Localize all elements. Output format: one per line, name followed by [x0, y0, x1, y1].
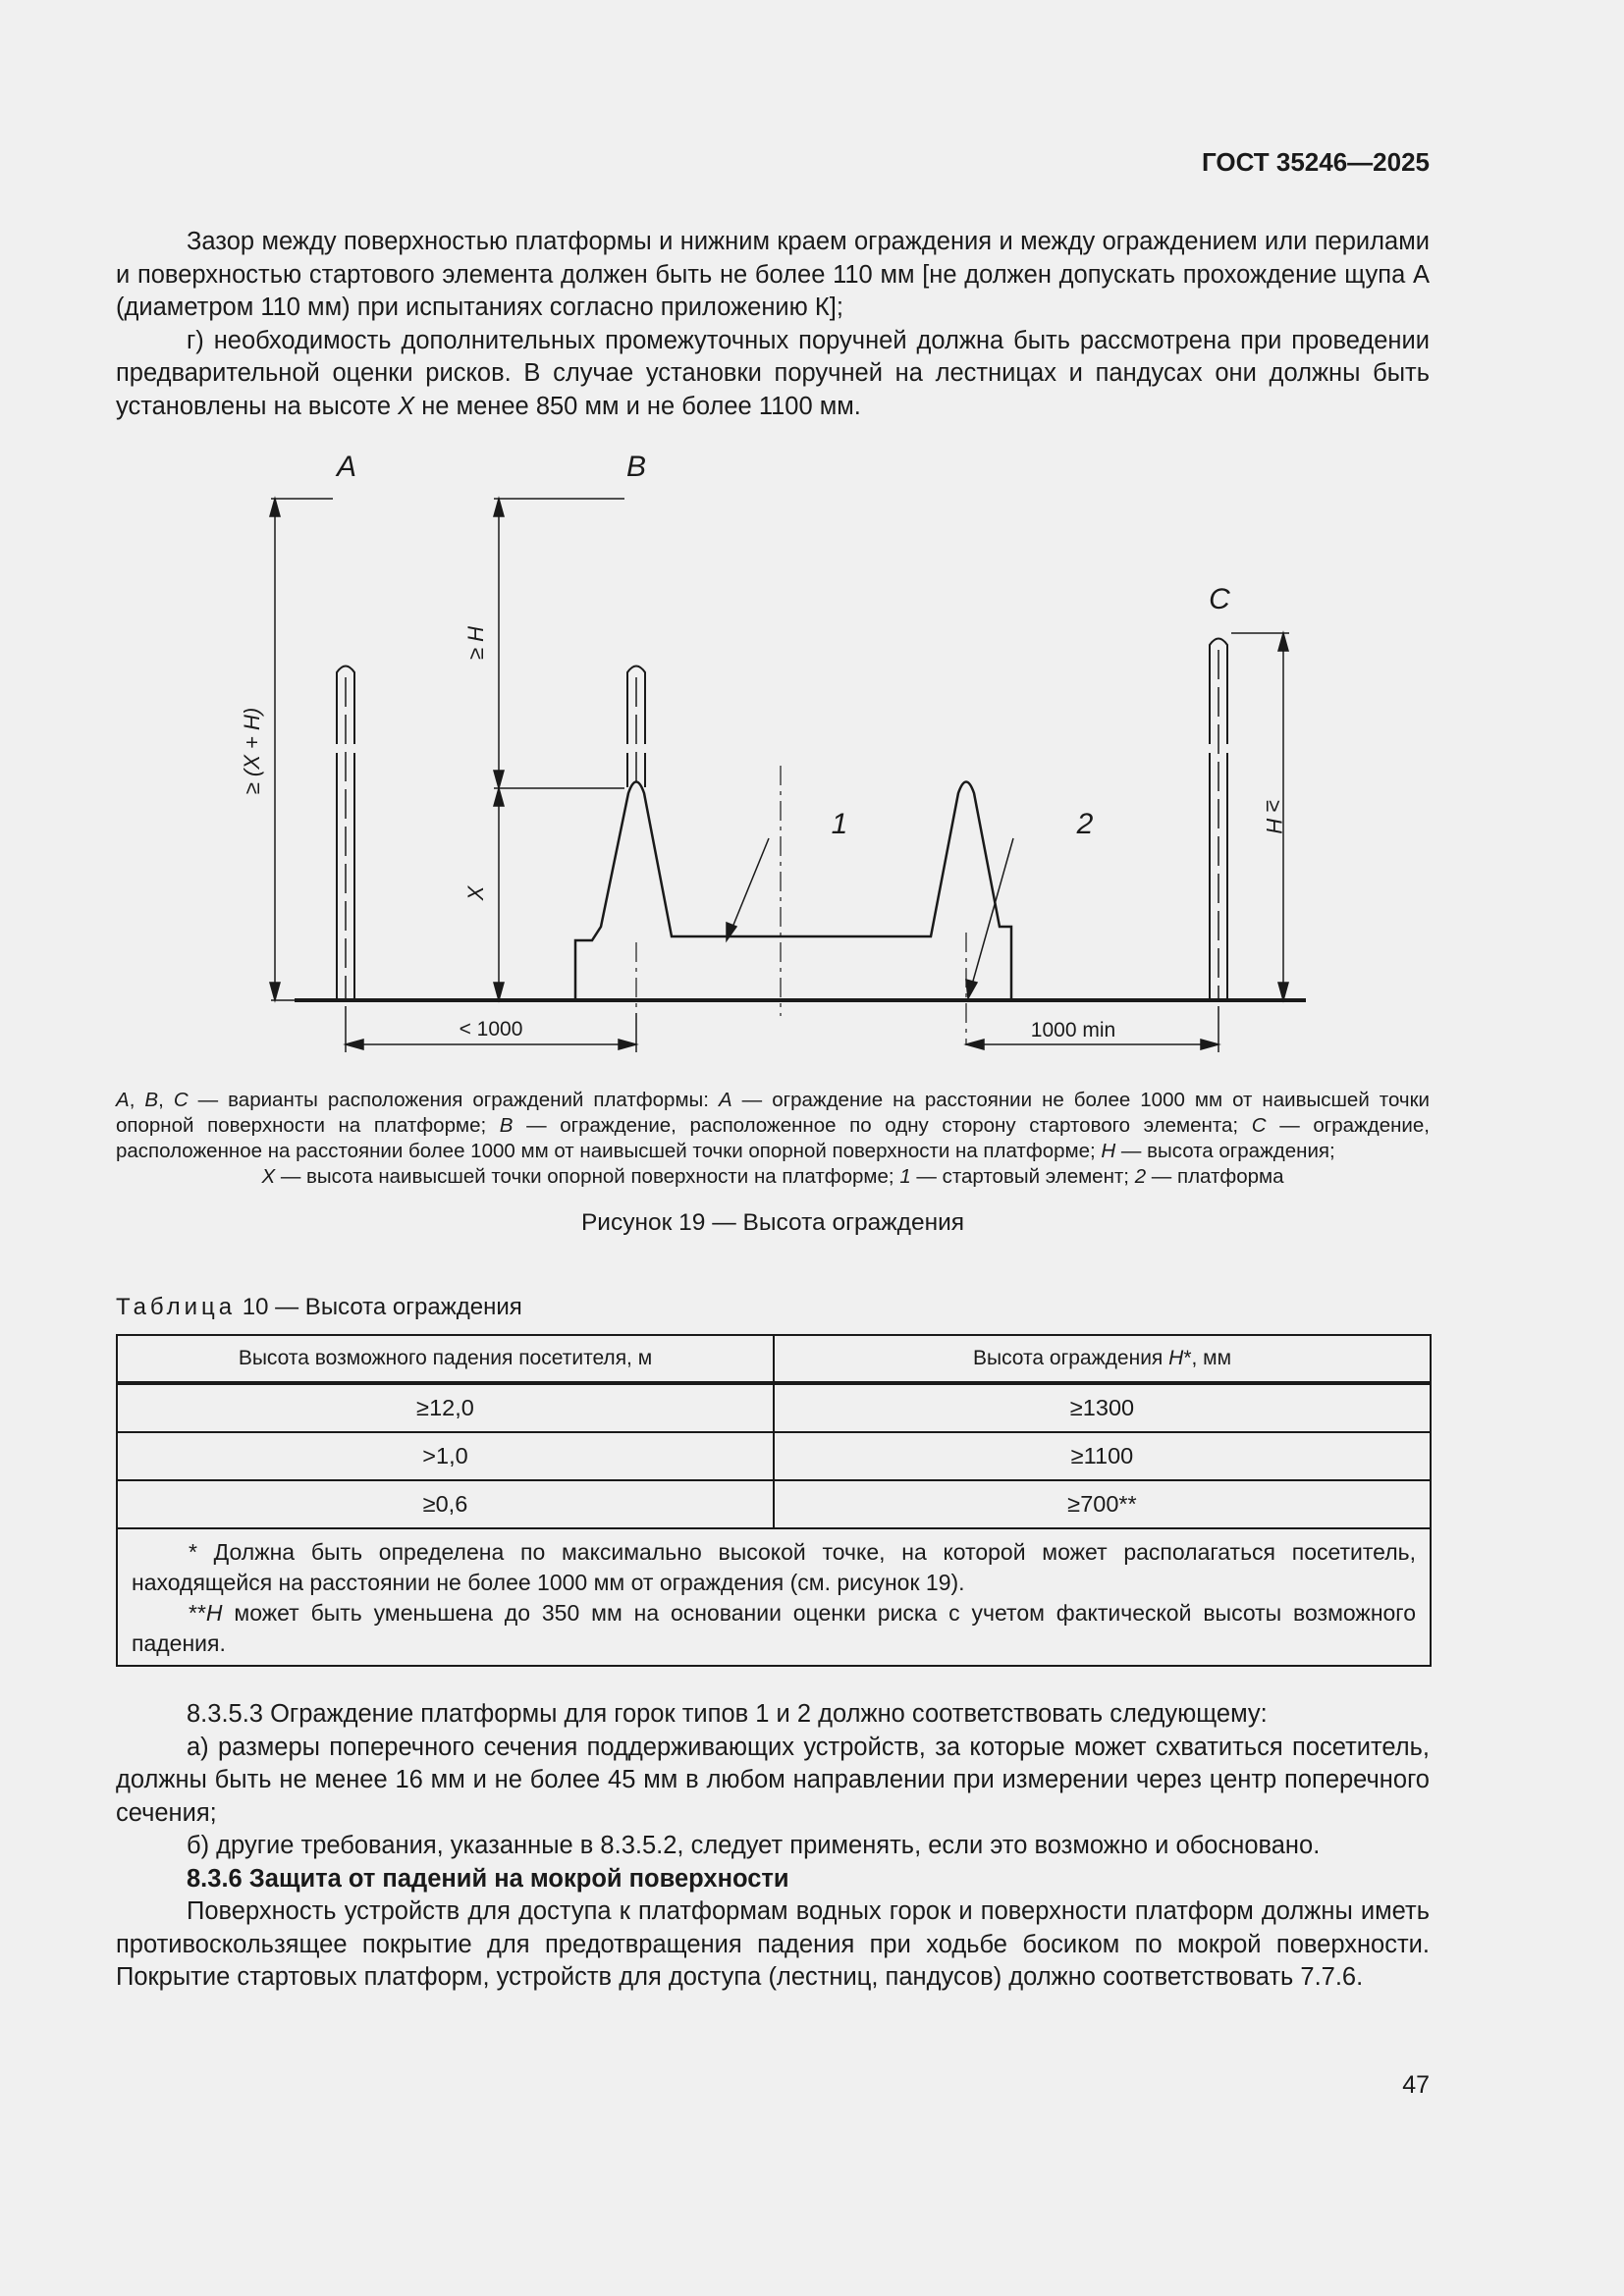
- legend-c-desc: — ограждение, расположенное на расстоянии более 1000 мм от наивысшей точки опорной поверхности на платформе;: [116, 1114, 1430, 1162]
- intro-paragraph-1: Зазор между поверхностью платформы и нижним краем ограждения и между ограждением или перилами и поверхностью стартового элемента должен быть не более 110 мм [не должен допускать прохождение щупа А (диаметром 110 мм) при испытаниях согласно приложению К];: [116, 228, 1430, 321]
- guard-post-c: [1210, 639, 1227, 1001]
- dim-label-x-plus-h: ≥ (X + H): [240, 707, 264, 795]
- callout-leader-2: [966, 838, 1013, 998]
- figure-caption: Рисунок 19 — Высота ограждения: [580, 1209, 965, 1236]
- callout-leader-1: [727, 838, 769, 940]
- legend-x-desc: — высота наивысшей точки опорной поверхности на платформе;: [275, 1165, 900, 1188]
- cell-fall: ≥12,0: [117, 1383, 774, 1432]
- col2-end: *, мм: [1183, 1347, 1232, 1369]
- dim-label-h-post-b: ≥ H: [463, 625, 488, 661]
- body-paragraph-1: 8.3.5.3 Ограждение платформы для горок типов 1 и 2 должно соответствовать следующему:: [187, 1700, 1268, 1728]
- intro-paragraph-2: [116, 325, 1430, 424]
- section-heading: 8.3.6 Защита от падений на мокрой поверхности: [187, 1864, 789, 1893]
- dimension-x-plus-h: [270, 499, 333, 1000]
- guard-post-b: [627, 667, 645, 788]
- body-paragraph-3: б) другие требования, указанные в 8.3.5.2, следует применять, если это возможно и обосновано.: [187, 1832, 1321, 1859]
- note2-var: H: [205, 1600, 223, 1626]
- legend-1-desc: — стартовый элемент;: [910, 1165, 1135, 1188]
- table-title-word: Таблица: [116, 1294, 237, 1320]
- dim-label-h-post-c: ≥ H: [1262, 799, 1286, 834]
- legend-2-desc: — платформа: [1146, 1165, 1284, 1188]
- figure-legend: A, B, C — варианты расположения ограждений платформы: A — ограждение на расстоянии не более 1000 мм от наивысшей точки опорной поверхности на платформе; B — ограждение, расположенное по одну сторону стартового элемента; C — ограждение, расположенное на расстоянии более 1000 мм от наивысшей точки опорной поверхности на платформе; H — высота ограждения; X — высота наивысшей точки опорной поверхности на платформе; 1 — стартовый элемент; 2 — платформа: [116, 1089, 1430, 1188]
- note2-prefix: **: [189, 1600, 206, 1626]
- legend-x: X: [261, 1165, 276, 1188]
- table-notes: [117, 1528, 1431, 1666]
- cell-height: ≥700**: [774, 1480, 1431, 1528]
- table-row: [117, 1480, 1431, 1528]
- intro-p2-end: не менее 850 мм и не более 1100 мм.: [414, 392, 861, 420]
- body-paragraph-2: а) размеры поперечного сечения поддерживающих устройств, за которые может схватиться посетитель, должны быть не менее 16 мм и не более 45 мм в любом направлении при измерении через центр поперечного сечения;: [116, 1733, 1430, 1827]
- body-text: [116, 1698, 1430, 1995]
- intro-p2-start: г) необходимость дополнительных промежуточных поручней должна быть рассмотрена при проведении предварительной оценки рисков. В случае установки поручней на лестницах и пандусах они должны быть установлены на высоте: [116, 326, 1430, 420]
- callout-label-2: 2: [1076, 808, 1094, 840]
- intro-text: [116, 226, 1430, 423]
- table-title: [116, 1294, 522, 1321]
- col2-var: H: [1168, 1347, 1184, 1369]
- cell-height: ≥1300: [774, 1383, 1431, 1432]
- document-header: ГОСТ 35246—2025: [1202, 147, 1430, 177]
- table-note-1: * Должна быть определена по максимально высокой точке, на которой может располагаться посетитель, находящейся на расстоянии не более 1000 мм от ограждения (см. рисунок 19).: [132, 1539, 1416, 1595]
- cell-height: ≥1100: [774, 1432, 1431, 1480]
- legend-1: 1: [899, 1165, 911, 1188]
- table-title-rest: 10 — Высота ограждения: [236, 1294, 522, 1320]
- table-notes-row: [117, 1528, 1431, 1666]
- intro-p2-variable: X: [398, 392, 415, 420]
- legend-a-2: A: [718, 1089, 732, 1111]
- label-post-c: C: [1209, 583, 1230, 615]
- dim-label-1000-min: 1000 min: [1030, 1019, 1116, 1041]
- legend-last-line: [116, 1164, 1430, 1190]
- dim-label-less-than-1000: < 1000: [459, 1018, 523, 1041]
- page-number: 47: [1402, 2071, 1430, 2099]
- table-note-2: [132, 1598, 1416, 1659]
- cell-fall: ≥0,6: [117, 1480, 774, 1528]
- starting-element-profile: [575, 782, 1011, 1001]
- label-post-a: A: [336, 451, 357, 483]
- guard-height-table: [116, 1334, 1432, 1667]
- table-row: [117, 1383, 1431, 1432]
- table-header-guard-height: [774, 1335, 1431, 1383]
- figure-19: [116, 432, 1324, 1060]
- legend-part1: — варианты расположения ограждений платформы:: [188, 1089, 719, 1111]
- dim-label-x: X: [463, 885, 488, 901]
- label-post-b: B: [625, 451, 647, 483]
- body-paragraph-4: Поверхность устройств для доступа к платформам водных горок и поверхности платформ должны иметь противоскользящее покрытие для предотвращения падения при ходьбе босиком по мокрой поверхности. Покрытие стартовых платформ, устройств для доступа (лестниц, пандусов) должно соответствовать 7.7.6.: [116, 1897, 1430, 1991]
- guard-post-a: [337, 667, 354, 1001]
- callout-label-1: 1: [831, 808, 848, 840]
- dimension-h-and-x: [494, 499, 624, 1000]
- legend-a-desc: — ограждение на расстоянии не более 1000 мм от наивысшей точки опорной поверхности на платформе;: [116, 1089, 1430, 1137]
- table-header-row: [117, 1335, 1431, 1383]
- note2-rest: может быть уменьшена до 350 мм на основании оценки риска с учетом фактической высоты возможного падения.: [132, 1600, 1416, 1656]
- legend-h: H: [1101, 1140, 1116, 1162]
- legend-a: A: [116, 1089, 130, 1111]
- legend-c-2: C: [1251, 1114, 1267, 1137]
- legend-b: B: [144, 1089, 159, 1111]
- legend-2: 2: [1134, 1165, 1147, 1188]
- legend-b-desc: — ограждение, расположенное по одну сторону стартового элемента;: [513, 1114, 1252, 1137]
- table-row: [117, 1432, 1431, 1480]
- legend-h-desc: — высота ограждения;: [1115, 1140, 1335, 1162]
- legend-c: C: [173, 1089, 189, 1111]
- cell-fall: >1,0: [117, 1432, 774, 1480]
- col2-start: Высота ограждения: [972, 1347, 1169, 1369]
- table-header-fall-height: Высота возможного падения посетителя, м: [117, 1335, 774, 1383]
- legend-b-2: B: [499, 1114, 514, 1137]
